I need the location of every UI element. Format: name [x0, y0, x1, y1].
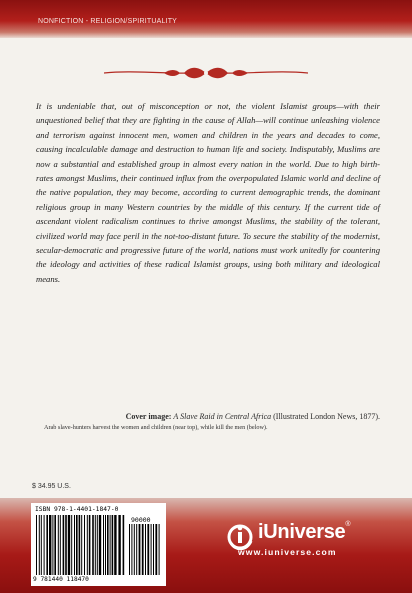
caption-description: Arab slave-hunters harvest the women and children (near top), while kill the men (below).: [44, 424, 268, 431]
barcode-bar: [63, 515, 65, 575]
barcode-bar: [97, 515, 98, 575]
publisher-website: www.iuniverse.com: [238, 547, 337, 557]
barcode-bar: [114, 515, 116, 575]
barcode-bar: [71, 515, 72, 575]
addon-bar: [136, 524, 137, 575]
addon-bar: [151, 524, 152, 575]
registered-mark: ®: [345, 521, 351, 528]
barcode-bar: [58, 515, 59, 575]
addon-bar: [131, 524, 132, 575]
barcode-bar: [87, 515, 88, 575]
addon-bar: [147, 524, 149, 575]
barcode-bar: [74, 515, 75, 575]
barcode-bar: [99, 515, 101, 575]
caption-line-1: [44, 411, 380, 422]
barcode-bar: [39, 515, 40, 575]
barcode-bar: [36, 515, 37, 575]
barcode-bar: [76, 515, 78, 575]
addon-bar: [142, 524, 144, 575]
barcode-bar: [49, 515, 51, 575]
caption-title: A Slave Raid in Central Africa: [173, 412, 272, 421]
barcode-bar: [107, 515, 109, 575]
barcode-bar: [110, 515, 111, 575]
price-label: $ 34.95 U.S.: [32, 483, 71, 490]
barcode-bar: [44, 515, 45, 575]
barcode-bar: [84, 515, 85, 575]
category-label: NONFICTION - RELIGION/SPIRITUALITY: [38, 18, 178, 25]
addon-bar: [145, 524, 146, 575]
barcode-bar: [79, 515, 81, 575]
addon-bar: [153, 524, 154, 575]
barcode-bar: [65, 515, 67, 575]
barcode-box: [31, 503, 166, 586]
barcode-bar: [46, 515, 48, 575]
barcode-bar: [60, 515, 61, 575]
barcode-bar: [118, 515, 120, 575]
cover-image-caption: [44, 411, 380, 433]
ornament-divider-icon: [104, 64, 308, 82]
barcode-bar: [54, 515, 56, 575]
barcode-bar: [68, 515, 70, 575]
caption-source: (Illustrated London News, 1877).: [273, 412, 380, 421]
back-cover-blurb: It is undeniable that, out of misconception or not, the violent Islamist groups—with their unquestioned belief that they are fighting in the cause of Allah—will continue unleashing violence and terrorism against innocent men, women and children in the years and decades to come, causing incalculable damage and destruction to human life and society. Indisputably, Muslims are now a substantial and established group in almost every nation in the world. Due to high birth-rates amongst Muslims, their continued influx from the overpopulated Islamic world and decline of the native population, they may become, according to current demographic trends, the dominant religious group in many Western countries by the middle of this century. If the current tide of ascendant violent radicalism continues to thrive amongst Muslims, the stability of the tolerant, civilized world may face peril in the not-too-distant future. To secure the stability of the modernist, secular-democratic and progressive future of the world, nations must work unitedly for countering the ideology and activities of these radical Islamist groups, using both military and ideological means.: [36, 101, 380, 284]
barcode-bar: [41, 515, 42, 575]
addon-bar: [155, 524, 157, 575]
publisher-logo-text: [258, 521, 350, 544]
addon-bar: [139, 524, 141, 575]
barcode-bar: [105, 515, 106, 575]
barcode-bar: [95, 515, 96, 575]
addon-bar: [129, 524, 130, 575]
barcode-bar: [103, 515, 104, 575]
barcode-bar: [89, 515, 91, 575]
barcode-bars: [35, 515, 163, 577]
caption-label: Cover image:: [125, 412, 172, 421]
publisher-name: iUniverse: [258, 521, 346, 543]
barcode-addon-digits: 90000: [131, 516, 151, 524]
isbn-text: ISBN 978-1-4401-1847-0: [35, 506, 119, 513]
barcode-bar: [123, 515, 125, 575]
addon-bar: [159, 524, 160, 575]
barcode-bar: [52, 515, 53, 575]
addon-bar: [134, 524, 135, 575]
barcode-bar: [112, 515, 114, 575]
barcode-bar: [81, 515, 82, 575]
barcode-bar: [92, 515, 94, 575]
barcode-digits: 9 781440 118470: [33, 576, 89, 583]
